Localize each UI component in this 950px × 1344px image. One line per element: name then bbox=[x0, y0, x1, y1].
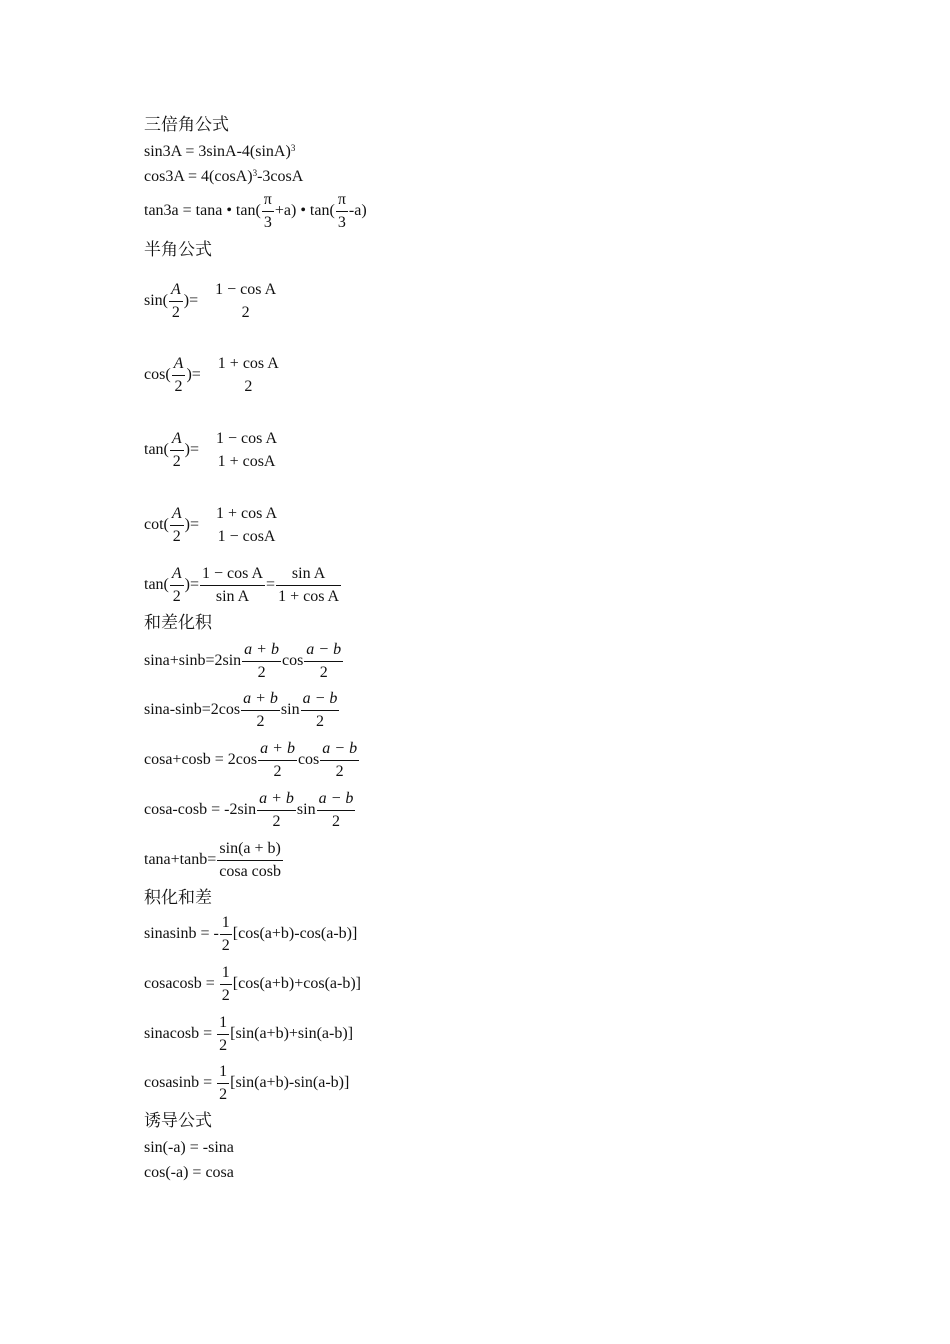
fraction: $\frac{a - b}{2}$ bbox=[318, 790, 354, 830]
product-sum-formula-3 bbox=[144, 1015, 353, 1054]
formula-text: tan3a = tana • tan( bbox=[144, 202, 261, 220]
one-half-fraction: $\frac{1}{2}$ bbox=[219, 1014, 228, 1054]
formula-text: sina-sinb=2cos bbox=[144, 701, 241, 719]
product-sum-formula-4 bbox=[144, 1064, 349, 1103]
formula-text: cosa-cosb = -2sin bbox=[144, 801, 257, 819]
half-cot-formula bbox=[144, 506, 280, 545]
sum-product-formula-2 bbox=[144, 691, 340, 730]
induction-formula-1: sin(-a) = -sina bbox=[144, 1139, 234, 1156]
triple-tan-formula bbox=[144, 192, 367, 231]
formula-text: sin bbox=[296, 801, 316, 819]
fraction: $\frac{\sin(a + b)}{\text{cosa cosb}}$ bbox=[219, 840, 282, 880]
formula-text: sin3A = 3sinA-4(sinA) bbox=[144, 143, 291, 160]
product-to-sum-heading: 积化和差 bbox=[144, 888, 212, 908]
fraction: $\frac{a + b}{2}$ bbox=[259, 790, 294, 830]
formula-text: cos bbox=[297, 751, 320, 769]
pi-over-3-fraction: $\frac{\pi}{3}$ bbox=[337, 191, 346, 231]
a-over-2-fraction: $\frac{A}{2}$ bbox=[173, 355, 184, 395]
formula-text: cosacosb = bbox=[144, 975, 219, 993]
triple-angle-heading: 三倍角公式 bbox=[144, 115, 229, 135]
sum-product-formula-3 bbox=[144, 741, 360, 780]
formula-text: cos3A = 4(cosA) bbox=[144, 168, 253, 185]
half-sin-formula bbox=[144, 282, 279, 321]
formula-text: cot( bbox=[144, 516, 169, 534]
formula-text: )= bbox=[184, 516, 200, 534]
sum-product-formula-1 bbox=[144, 642, 344, 681]
a-over-2-fraction: $\frac{A}{2}$ bbox=[171, 565, 182, 605]
one-half-fraction: $\frac{1}{2}$ bbox=[221, 914, 230, 954]
radicand-fraction: 1 − cos A 2 bbox=[215, 281, 277, 321]
fraction: $\frac{\text{1 − cos A}}{\text{sin A}}$ bbox=[202, 565, 264, 605]
formula-text: [sin(a+b)+sin(a-b)] bbox=[230, 1025, 354, 1043]
formula-text: sin( bbox=[144, 292, 168, 310]
formula-text: )= bbox=[184, 441, 200, 459]
fraction: $\frac{a + b}{2}$ bbox=[260, 740, 295, 780]
pi-over-3-fraction: $\frac{\pi}{3}$ bbox=[263, 191, 272, 231]
fraction: $\frac{a - b}{2}$ bbox=[322, 740, 358, 780]
product-sum-formula-1 bbox=[144, 915, 357, 954]
sum-product-formula-4 bbox=[144, 791, 356, 830]
fraction: $\frac{a - b}{2}$ bbox=[306, 641, 342, 681]
formula-text: [sin(a+b)-sin(a-b)] bbox=[230, 1074, 350, 1092]
formula-text: sinasinb = - bbox=[144, 925, 219, 943]
half-angle-heading: 半角公式 bbox=[144, 240, 212, 260]
fraction: $\frac{a - b}{2}$ bbox=[302, 690, 338, 730]
formula-text: sinacosb = bbox=[144, 1025, 217, 1043]
sum-product-formula-5 bbox=[144, 841, 284, 880]
radicand-fraction: 1 + cos A 1 − cosA bbox=[216, 505, 278, 545]
product-sum-formula-2 bbox=[144, 965, 361, 1004]
a-over-2-fraction: $\frac{A}{2}$ bbox=[171, 281, 181, 321]
one-half-fraction: $\frac{1}{2}$ bbox=[219, 1063, 228, 1103]
formula-text: -a) bbox=[348, 202, 367, 220]
fraction: $\frac{a + b}{2}$ bbox=[243, 690, 278, 730]
formula-text: tana+tanb= bbox=[144, 851, 217, 869]
formula-text: )= bbox=[184, 576, 200, 594]
formula-text: -3cosA bbox=[257, 168, 304, 185]
half-cos-formula bbox=[144, 356, 282, 395]
formula-text: tan( bbox=[144, 576, 169, 594]
formula-text: cosa+cosb = 2cos bbox=[144, 751, 258, 769]
a-over-2-fraction: $\frac{A}{2}$ bbox=[171, 505, 182, 545]
formula-text: sin bbox=[280, 701, 300, 719]
formula-text: +a) • tan( bbox=[274, 202, 335, 220]
radicand-fraction: 1 + cos A 2 bbox=[217, 355, 279, 395]
radicand-fraction: 1 − cos A 1 + cosA bbox=[216, 430, 278, 470]
fraction: $\frac{a + b}{2}$ bbox=[244, 641, 279, 681]
formula-text: cosasinb = bbox=[144, 1074, 217, 1092]
one-half-fraction: $\frac{1}{2}$ bbox=[221, 964, 230, 1004]
formula-text: cos( bbox=[144, 366, 171, 384]
formula-text: sina+sinb=2sin bbox=[144, 652, 242, 670]
formula-text: )= bbox=[183, 292, 199, 310]
formula-text: [cos(a+b)-cos(a-b)] bbox=[232, 925, 358, 943]
half-tan-alt-formula bbox=[144, 566, 342, 605]
triple-cos-formula bbox=[144, 169, 303, 185]
induction-formula-2: cos(-a) = cosa bbox=[144, 1164, 234, 1181]
a-over-2-fraction: $\frac{A}{2}$ bbox=[171, 430, 182, 470]
formula-text: [cos(a+b)+cos(a-b)] bbox=[232, 975, 361, 993]
induction-heading: 诱导公式 bbox=[144, 1111, 212, 1131]
formula-text: cos bbox=[281, 652, 304, 670]
triple-sin-formula bbox=[144, 144, 295, 160]
half-tan-formula bbox=[144, 431, 280, 470]
formula-text: tan( bbox=[144, 441, 169, 459]
formula-text: )= bbox=[186, 366, 201, 384]
sum-to-product-heading: 和差化积 bbox=[144, 613, 212, 633]
formula-text: = bbox=[266, 576, 276, 594]
exponent: 3 bbox=[252, 168, 258, 178]
exponent: 3 bbox=[290, 143, 296, 153]
fraction: $\frac{\text{sin A}}{\text{1 + cos A}}$ bbox=[278, 565, 340, 605]
